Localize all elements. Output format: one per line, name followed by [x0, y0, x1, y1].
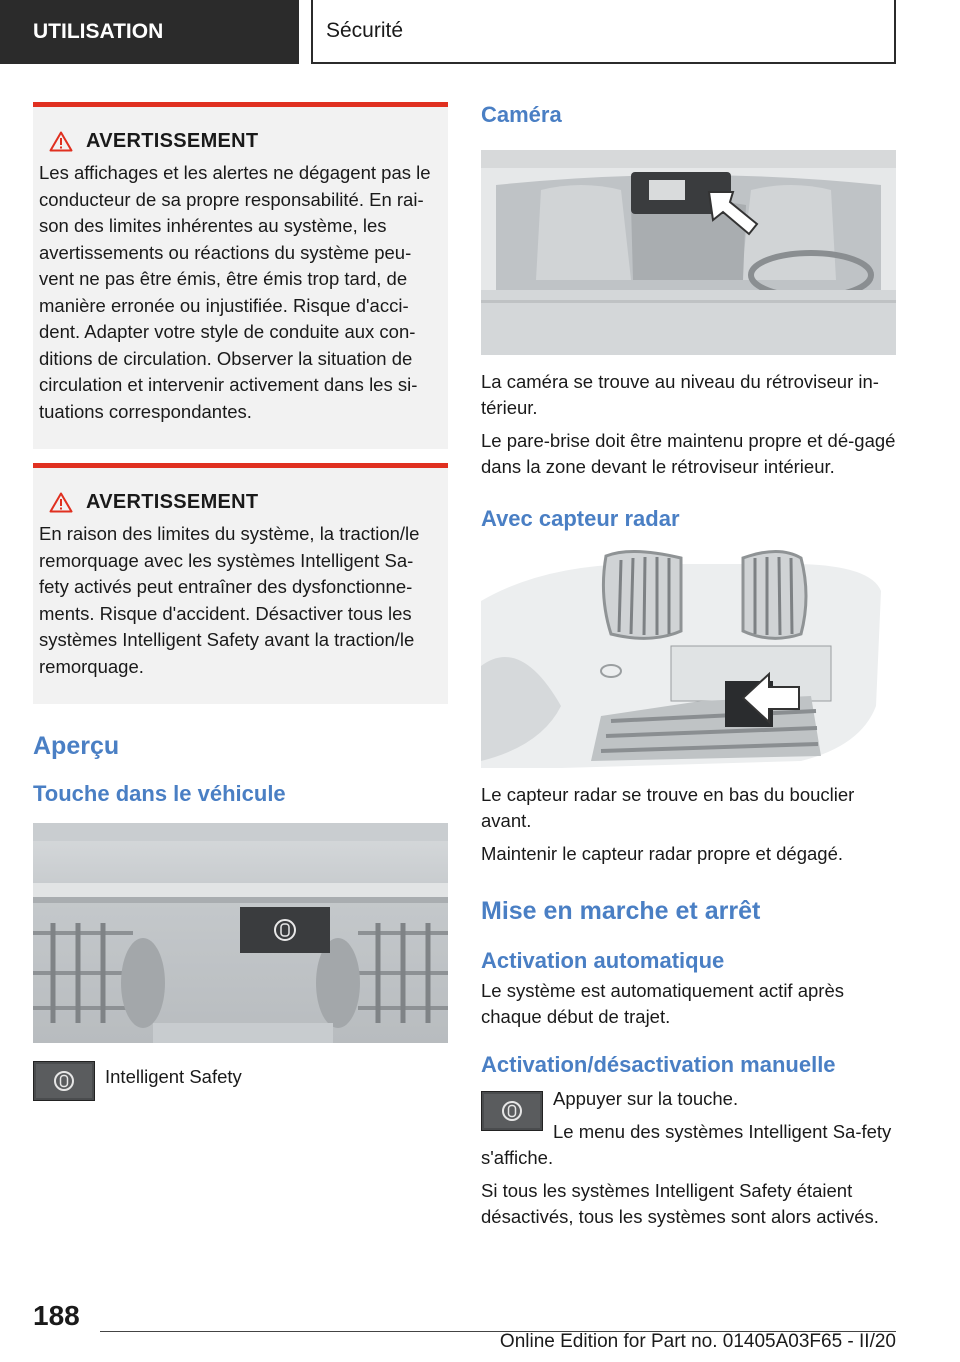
button-caption: Intelligent Safety	[105, 1066, 242, 1087]
section-tab	[0, 0, 299, 64]
camera-photo	[481, 150, 896, 355]
radar-text-2: Maintenir le capteur radar propre et dégagé.	[481, 843, 843, 864]
warning-triangle-icon	[49, 492, 73, 513]
left-column	[33, 102, 448, 1101]
apercu-heading: Aperçu	[33, 732, 120, 760]
warning-box-1	[33, 102, 448, 449]
warning-triangle-icon	[49, 131, 73, 152]
warning-box-2	[33, 463, 448, 704]
manual-heading: Activation/désactivation manuelle	[481, 1052, 836, 1077]
section-title: UTILISATION	[33, 20, 164, 43]
warning-header	[49, 130, 440, 153]
warning-header	[49, 491, 440, 514]
warning-text: Les affichages et les alertes ne dégagent pas le conducteur de sa propre responsabilité. En rai-son des limites inhérentes au système, les avertissements ou réactions du système peu-vent ne pas être émis, être émis trop tard, de manière erronée ou injustifiée. Risque d'acci-dent. Adapter votre style de conduite aux con-ditions de circulation. Observer la situation de circulation et intervenir activement dans les si-tuations correspondantes.	[39, 162, 431, 422]
dashboard-button-photo	[33, 823, 448, 1043]
intelligent-safety-button-icon	[33, 1061, 95, 1101]
topic-title: Sécurité	[326, 19, 404, 42]
manual-steps	[481, 1086, 896, 1171]
auto-heading: Activation automatique	[481, 948, 725, 973]
edition-text: Online Edition for Part no. 01405A03F65 - II/20	[499, 1331, 896, 1352]
step-2: Le menu des systèmes Intelligent Sa-fety s'affiche.	[481, 1121, 892, 1168]
warning-title: AVERTISSEMENT	[86, 491, 259, 513]
step-1: Appuyer sur la touche.	[553, 1088, 739, 1109]
intelligent-safety-button-icon	[481, 1091, 543, 1131]
radar-text-1: Le capteur radar se trouve en bas du bouclier avant.	[481, 784, 855, 831]
onoff-heading: Mise en marche et arrêt	[481, 897, 761, 925]
camera-text-2: Le pare-brise doit être maintenu propre et dé-gagé dans la zone devant le rétroviseur intérieur.	[481, 430, 896, 477]
warning-title: AVERTISSEMENT	[86, 130, 259, 152]
warning-text: En raison des limites du système, la traction/le remorquage avec les systèmes Intelligent Sa-fety activés peut entraîner des dysfonctionne-ments. Risque d'accident. Désactiver tous les systèmes Intelligent Safety avant la traction/le remorquage.	[39, 523, 420, 677]
auto-text: Le système est automatiquement actif après chaque début de trajet.	[481, 980, 844, 1027]
topic-tab	[311, 0, 896, 64]
radar-photo	[481, 546, 896, 768]
page-number: 188	[33, 1300, 80, 1331]
manual-note: Si tous les systèmes Intelligent Safety étaient désactivés, tous les systèmes sont alors activés.	[481, 1180, 879, 1227]
right-column	[481, 102, 896, 1230]
radar-heading: Avec capteur radar	[481, 506, 680, 531]
button-legend	[33, 1061, 448, 1101]
camera-text-1: La caméra se trouve au niveau du rétroviseur in-térieur.	[481, 371, 879, 418]
camera-heading: Caméra	[481, 102, 562, 127]
touche-heading: Touche dans le véhicule	[33, 781, 286, 806]
